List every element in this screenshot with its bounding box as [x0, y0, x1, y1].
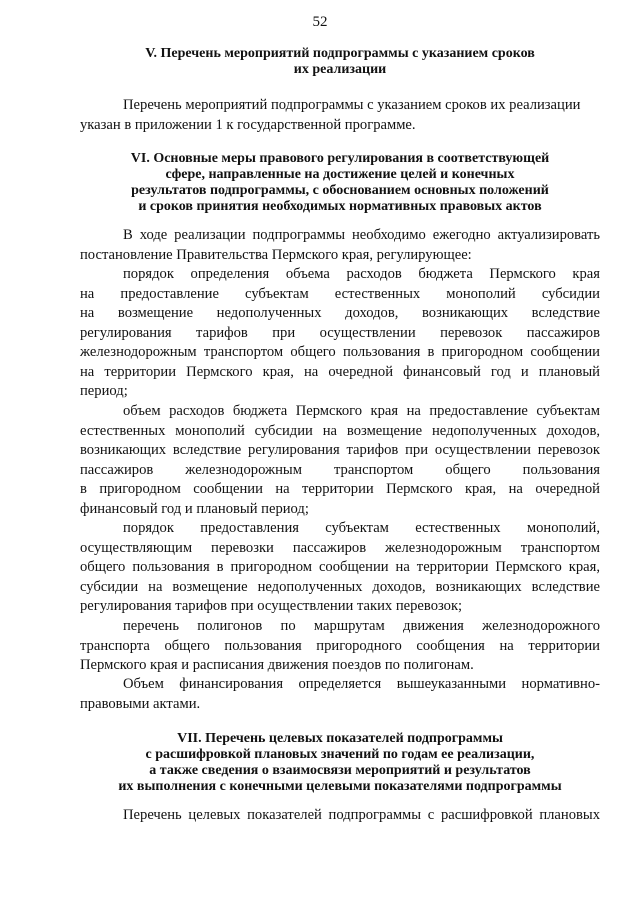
list-item-subsidy-procedure: [80, 519, 600, 617]
section-6-heading: [80, 151, 600, 215]
text-line: порядок предоставления субъектам естественных монополий,: [123, 520, 600, 536]
text-line: общего пользования в пригородном сообщении на территории Пермского края,: [80, 559, 600, 575]
text-line: возникающих вследствие регулирования тарифов при осуществлении перевозок: [80, 442, 600, 458]
text-line: объем расходов бюджета Пермского края на предоставление субъектам: [123, 403, 600, 419]
text-line: финансовый год и плановый период;: [80, 500, 309, 517]
section-7-paragraph: [80, 806, 600, 826]
heading-line: результатов подпрограммы, с обоснованием основных положений: [131, 183, 549, 198]
heading-line: их реализации: [293, 62, 387, 77]
text-line: В ходе реализации подпрограммы необходимо ежегодно актуализировать: [123, 227, 600, 243]
section-5-paragraph: [80, 96, 600, 135]
text-line: правовыми актами.: [80, 695, 201, 712]
text-line: субсидии на возмещение недополученных доходов, возникающих вследствие: [80, 578, 600, 595]
heading-line: сфере, направленные на достижение целей и конечных: [165, 167, 515, 182]
heading-line: их выполнения с конечными целевыми показателями подпрограммы: [118, 779, 562, 794]
section-5-heading: [80, 46, 600, 78]
heading-line: и сроков принятия необходимых нормативных правовых актов: [138, 199, 542, 214]
text-line: указан в приложении 1 к государственной программе.: [80, 116, 416, 133]
text-line: Объем финансирования определяется вышеуказанными нормативно-: [123, 676, 600, 692]
section-7-heading: [80, 731, 600, 795]
text-line: осуществляющим перевозки пассажиров железнодорожным транспортом: [80, 539, 600, 556]
list-item-polygons: [80, 617, 600, 676]
section-6-intro: [80, 226, 600, 265]
text-line: Перечень мероприятий подпрограммы с указанием сроков их реализации: [123, 97, 581, 113]
text-line: на предоставление субъектам естественных монополий субсидии: [80, 285, 600, 302]
text-line: на территории Пермского края, на очередной финансовый год и плановый: [80, 363, 600, 380]
list-item-budget-volume: [80, 402, 600, 519]
heading-line: а также сведения о взаимосвязи мероприятий и результатов: [149, 763, 531, 778]
text-line: транспорта общего пользования пригородного сообщения на территории: [80, 637, 600, 654]
text-line: в пригородном сообщении на территории Пермского края, на очередной: [80, 481, 600, 497]
text-line: естественных монополий субсидии на возмещение недополученных доходов,: [80, 422, 600, 439]
heading-line: VI. Основные меры правового регулирования в соответствующей: [130, 151, 550, 166]
text-line: на возмещение недополученных доходов, возникающих вследствие: [80, 305, 600, 321]
heading-line: VII. Перечень целевых показателей подпрограммы: [177, 731, 503, 746]
text-line: регулирования тарифов при осуществлении перевозок пассажиров: [80, 324, 600, 341]
text-line: период;: [80, 383, 128, 399]
text-line: пассажиров железнодорожным транспортом общего пользования: [80, 461, 600, 478]
text-line: регулирования тарифов при осуществлении таких перевозок;: [80, 598, 463, 614]
text-line: Перечень целевых показателей подпрограммы с расшифровкой плановых: [123, 807, 600, 823]
text-line: Пермского края и расписания движения поездов по полигонам.: [80, 657, 474, 673]
text-line: перечень полигонов по маршрутам движения железнодорожного: [123, 618, 600, 634]
heading-line: с расшифровкой плановых значений по годам ее реализации,: [145, 747, 535, 762]
page-number: 52: [312, 14, 328, 30]
text-line: постановление Правительства Пермского края, регулирующее:: [80, 246, 472, 263]
heading-line: V. Перечень мероприятий подпрограммы с указанием сроков: [145, 46, 535, 61]
text-line: железнодорожным транспортом общего пользования в пригородном сообщении: [80, 344, 600, 360]
text-line: порядок определения объема расходов бюджета Пермского края: [123, 266, 600, 282]
list-item-rate-procedure: [80, 265, 600, 402]
financing-paragraph: [80, 675, 600, 714]
